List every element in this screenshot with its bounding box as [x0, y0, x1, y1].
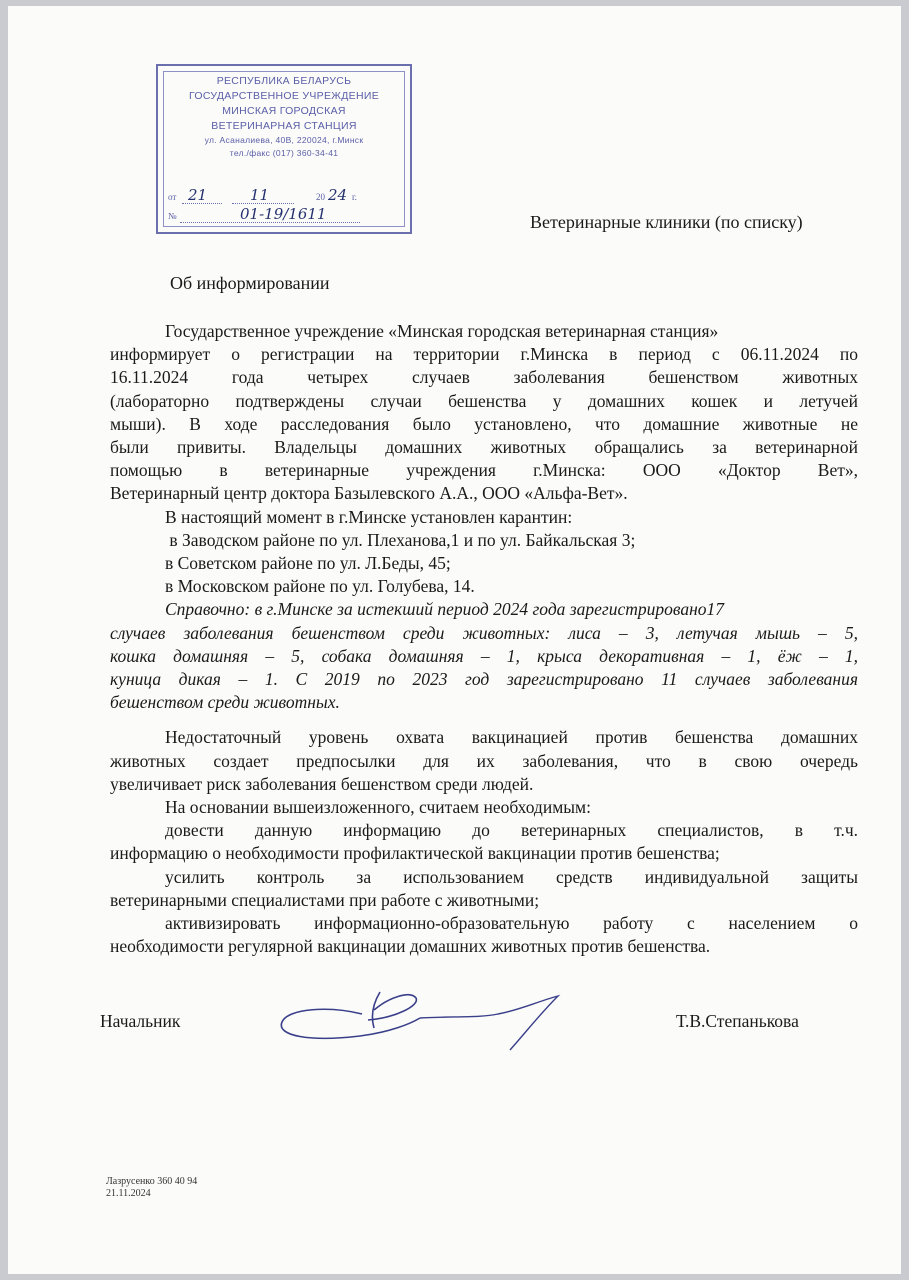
body-line: Недостаточный уровень охвата вакцинацией против бешенства домашних	[165, 727, 858, 748]
conclusion-intro: На основании вышеизложенного, считаем необходимым:	[165, 797, 591, 818]
addressee: Ветеринарные клиники (по списку)	[530, 212, 803, 232]
date-prefix: от	[168, 192, 177, 202]
quarantine-intro: В настоящий момент в г.Минске установлен карантин:	[165, 506, 573, 527]
measure-line: ветеринарными специалистами при работе с животными;	[110, 889, 540, 910]
date-day: 21	[188, 186, 208, 204]
body-line: животных создает предпосылки для их заболевания, что в свою очередь	[110, 750, 858, 771]
registration-number: 01-19/1611	[240, 205, 327, 223]
stamp-phone: тел./факс (017) 360-34-41	[229, 148, 339, 158]
measure-line: довести данную информацию до ветеринарных специалистов, в т.ч.	[165, 820, 858, 841]
stamp-line: ГОСУДАРСТВЕННОЕ УЧРЕЖДЕНИЕ	[188, 90, 380, 102]
reference-note-line: случаев заболевания бешенством среди животных: лиса – 3, летучая мышь – 5,	[110, 622, 858, 643]
stamp-line: ВЕТЕРИНАРНАЯ СТАНЦИЯ	[211, 120, 357, 132]
measure-line: информацию о необходимости профилактической вакцинации против бешенства;	[110, 843, 720, 864]
executor-footnote	[106, 1176, 197, 1200]
date-year: 24	[328, 186, 348, 204]
measure-line: необходимости регулярной вакцинации домашних животных против бешенства.	[110, 936, 711, 957]
registration-stamp	[156, 64, 412, 234]
body-line: помощью в ветеринарные учреждения г.Минска: ООО «Доктор Вет»,	[110, 460, 858, 481]
body-line: информирует о регистрации на территории г.Минска в период с 06.11.2024 по	[110, 344, 858, 365]
body-line: (лабораторно подтверждены случаи бешенства у домашних кошек и летучей	[110, 390, 858, 411]
quarantine-item: в Заводском районе по ул. Плеханова,1 и по ул. Байкальская 3;	[165, 529, 636, 550]
stamp-line: РЕСПУБЛИКА БЕЛАРУСЬ	[216, 75, 352, 87]
quarantine-item: в Московском районе по ул. Голубева, 14.	[165, 576, 475, 597]
date-year-prefix: 20	[316, 192, 325, 202]
letter-page	[8, 6, 901, 1274]
stamp-registration-fields	[166, 188, 402, 228]
signatory-title: Начальник	[100, 1011, 181, 1031]
reference-note-line: Справочно: в г.Минске за истекший период 2024 года зарегистрировано17	[165, 599, 725, 620]
number-prefix: №	[168, 211, 177, 221]
stamp-line: МИНСКАЯ ГОРОДСКАЯ	[222, 105, 346, 117]
body-line: были привиты. Владельцы домашних животных обращались за ветеринарной	[110, 437, 858, 458]
reference-note-line: бешенством среди животных.	[110, 692, 340, 713]
stamp-address: ул. Асаналиева, 40В, 220024, г.Минск	[204, 135, 364, 145]
reference-note-line: куница дикая – 1. С 2019 по 2023 год зарегистрировано 11 случаев заболевания	[110, 669, 858, 690]
date-suffix: г.	[352, 192, 357, 202]
body-line: Ветеринарный центр доктора Базылевского А.А., ООО «Альфа-Вет».	[110, 483, 628, 504]
body-line: 16.11.2024 года четырех случаев заболевания бешенством животных	[110, 367, 858, 388]
reference-note-line: кошка домашняя – 5, собака домашняя – 1, крыса декоративная – 1, ёж – 1,	[110, 645, 858, 666]
date-month: 11	[250, 186, 270, 204]
measure-line: активизировать информационно-образовательную работу с населением о	[165, 913, 858, 934]
handwritten-signature	[270, 984, 580, 1054]
body-line: Государственное учреждение «Минская городская ветеринарная станция»	[165, 321, 719, 341]
subject-line: Об информировании	[170, 273, 330, 293]
body-line: увеличивает риск заболевания бешенством среди людей.	[110, 773, 534, 794]
measure-line: усилить контроль за использованием средств индивидуальной защиты	[165, 866, 858, 887]
body-line: мыши). В ходе расследования было установлено, что домашние животные не	[110, 413, 858, 434]
executor-date: 21.11.2024	[106, 1188, 151, 1199]
executor-name-phone: Лазрусенко 360 40 94	[106, 1176, 198, 1187]
letter-body	[110, 320, 858, 958]
signatory-name: Т.В.Степанькова	[676, 1011, 799, 1031]
quarantine-item: в Советском районе по ул. Л.Беды, 45;	[165, 553, 451, 574]
